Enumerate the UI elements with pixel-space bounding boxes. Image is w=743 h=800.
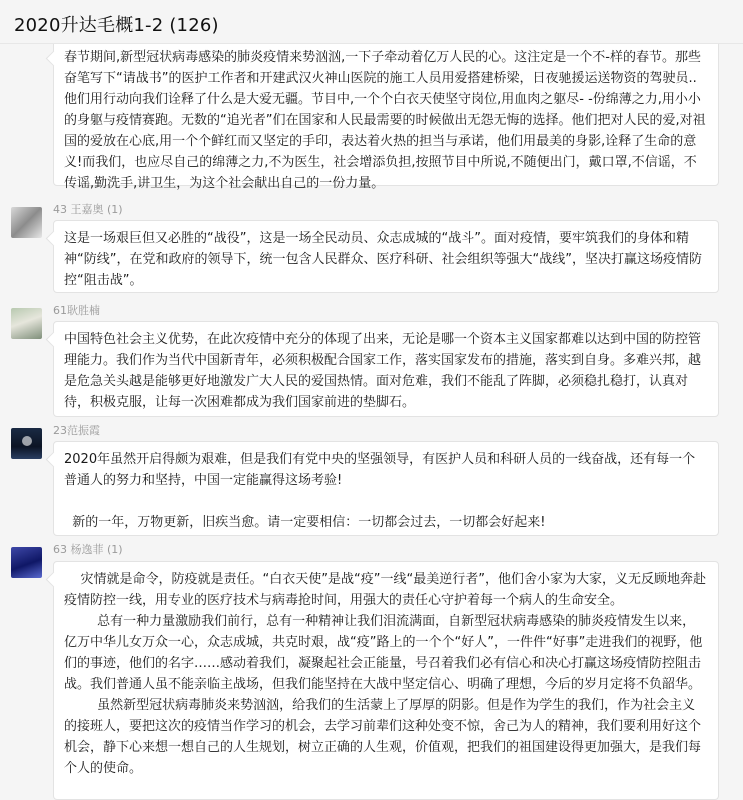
chat-message-list[interactable]	[0, 44, 743, 800]
sender-name: 61耿胜楠	[53, 304, 100, 317]
avatar[interactable]	[11, 207, 42, 238]
message-text: 春节期间,新型冠状病毒感染的肺炎疫情来势汹汹,一下子牵动着亿万人民的心。这注定是一个不-样的春节。那些奋笔写下“请战书”的医护工作者和开建武汉火神山医院的施工人员用爱搭建桥梁，日夜驰援运送物资的驾驶员..他们用行动向我们诠释了什么是大爱无疆。节目中,一个个白衣天使坚守岗位,用血肉之躯尽- -份绵薄之力,用小小的身躯与疫情赛跑。无数的“追光者”们在国家和人民最需要的时候做出无怨无悔的选择。他们把对人民的爱,对祖国的爱放在心底,用一个个鲜红而又坚定的手印，表达着火热的担当与承诺，他们用最美的身影,诠释了生命的意义!而我们，也应尽自己的绵薄之力,不为医生，社会增添负担,按照节目中所说,不随便出门，戴口罩,不信谣，不传谣,勤洗手,讲卫生，为这个社会献出自己的一份力量。	[64, 50, 706, 191]
window-title-bar	[0, 0, 743, 44]
message-text: 中国特色社会主义优势，在此次疫情中充分的体现了出来，无论是哪一个资本主义国家都难以达到中国的防控管理能力。我们作为当代中国新青年，必须积极配合国家工作，落实国家发布的措施，落实到自身。多难兴邦，越是危急关头越是能够更好地激发广大人民的爱国热情。面对危难，我们不能乱了阵脚，必须稳扎稳打，认真对待，积极克服，让每一次困难都成为我们国家前进的垫脚石。	[64, 332, 702, 410]
message-bubble	[53, 561, 719, 800]
message-bubble	[53, 220, 719, 293]
sender-name: 43 王嘉奥 (1)	[53, 203, 123, 216]
message-bubble	[53, 441, 719, 536]
chat-title: 2020升达毛概1-2 (126)	[14, 15, 219, 36]
message-text: 2020年虽然开启得颇为艰难，但是我们有党中央的坚强领导，有医护人员和科研人员的一线奋战，还有每一个普通人的努力和坚持，中国一定能赢得这场考验!	[64, 452, 696, 488]
avatar[interactable]	[11, 428, 42, 459]
message-text	[64, 491, 708, 512]
avatar[interactable]	[11, 308, 42, 339]
sender-name: 63 杨逸菲 (1)	[53, 543, 123, 556]
message-text: 虽然新型冠状病毒肺炎来势汹汹，给我们的生活蒙上了厚厚的阴影。但是作为学生的我们，作为社会主义的接班人，要把这次的疫情当作学习的机会，去学习前辈们这种处变不惊，舍己为人的精神，我们要利用好这个机会，静下心来想一想自己的人生规划，树立正确的人生观，价值观，把我们的祖国建设得更加强大，是我们每个人的使命。	[64, 698, 702, 776]
message-bubble	[53, 321, 719, 417]
avatar[interactable]	[11, 547, 42, 578]
message-text: 这是一场艰巨但又必胜的“战役”，这是一场全民动员、众志成城的“战斗”。面对疫情，要牢筑我们的身体和精神“防线”，在党和政府的领导下，统一包含人民群众、医疗科研、社会组织等强大“战线”，坚决打赢这场疫情防控“阻击战”。	[64, 231, 702, 288]
message-text: 新的一年，万物更新，旧疾当愈。请一定要相信：一切都会过去，一切都会好起来!	[64, 515, 546, 530]
message-text: 总有一种力量激励我们前行，总有一种精神让我们泪流满面，自新型冠状病毒感染的肺炎疫情发生以来，亿万中华儿女万众一心，众志成城，共克时艰，战“疫”路上的一个个“好人”，一件件“好事”走进我们的视野，他们的事迹，他们的名字……感动着我们，凝聚起社会正能量，号召着我们必有信心和决心打赢这场疫情防控阻击战。我们普通人虽不能亲临主战场，但我们能坚持在大战中坚定信心、明确了理想，今后的岁月定将不负韶华。	[64, 614, 703, 692]
message-bubble	[53, 44, 719, 191]
message-text: 灾情就是命令，防疫就是责任。“白衣天使”是战“疫”一线“最美逆行者”，他们舍小家为大家，义无反顾地奔赴疫情防控一线，用专业的医疗技术与病毒抢时间，用强大的责任心守护着每一个病人的生命安全。	[64, 572, 706, 608]
sender-name: 23范振霞	[53, 424, 100, 437]
